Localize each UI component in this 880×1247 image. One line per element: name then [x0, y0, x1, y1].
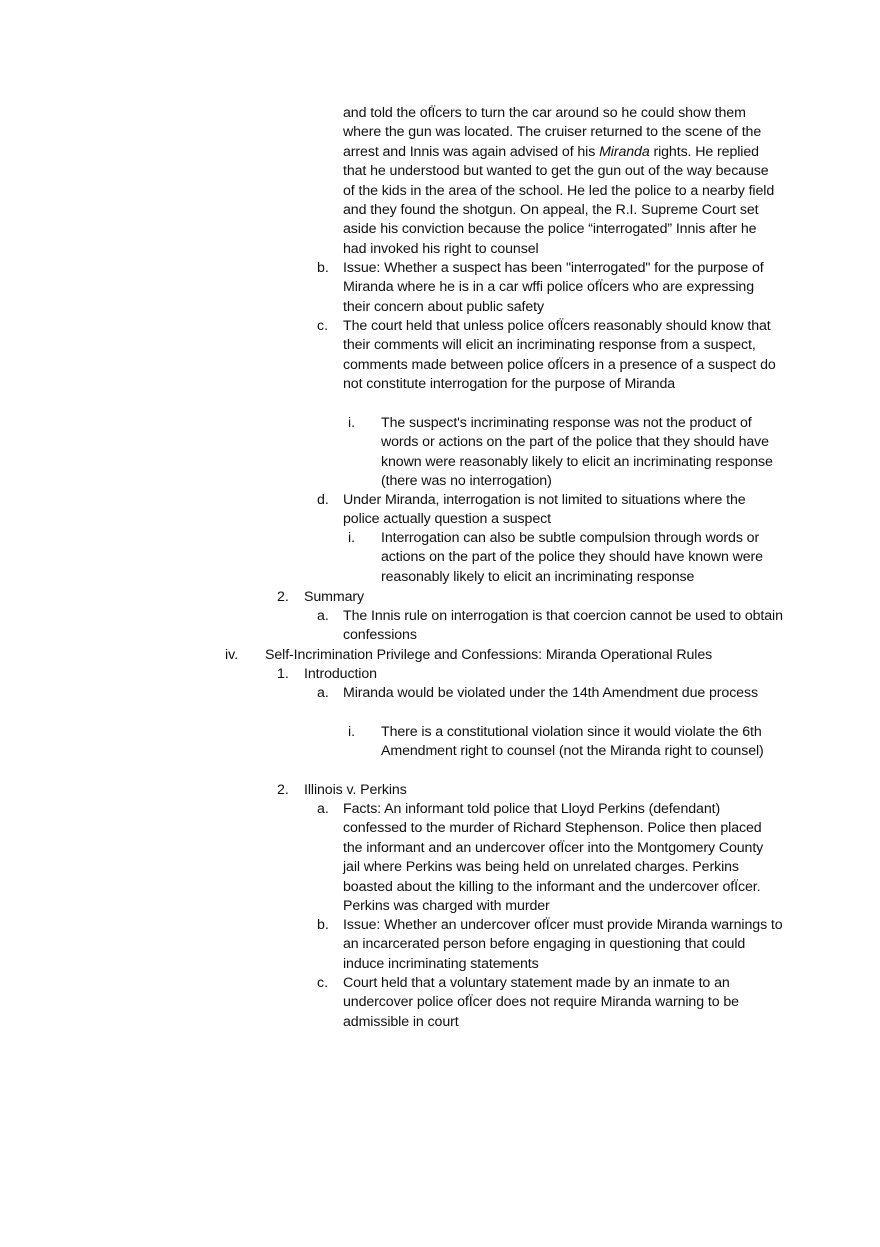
list-marker: i. — [348, 415, 356, 431]
item-text: Issue: Whether an undercover ofÏcer must provide Miranda warnings to an incarcerated person before engaging in questioning that could induce incriminating statements — [343, 917, 783, 972]
item-text: Illinois v. Perkins — [304, 782, 407, 798]
list-marker: i. — [348, 724, 356, 740]
item-text: Issue: Whether a suspect has been "interrogated" for the purpose of Miranda where he is in a car wffi police ofÏcers who are expressing their concern about public safety — [343, 260, 764, 315]
list-marker: 1. — [277, 666, 289, 682]
list-marker: iv. — [225, 647, 239, 663]
list-marker: a. — [317, 801, 329, 817]
item-text: Miranda would be violated under the 14th Amendment due process — [343, 685, 758, 701]
item-text: Facts: An informant told police that Lloyd Perkins (defendant) confessed to the murder of Richard Stephenson. Police then placed the informant and an undercover ofÏcer into the Montgomery County jail where Perkins was being held on unrelated charges. Perkins boasted about the killing to the informant and the undercover ofÏcer. Perkins was charged with murder — [343, 801, 764, 915]
item-text: There is a constitutional violation since it would violate the 6th Amendment right to counsel (not the Miranda right to counsel) — [381, 724, 764, 760]
list-marker: b. — [317, 917, 329, 933]
item-text: Introduction — [304, 666, 377, 682]
item-text: and told the ofÏcers to turn the car around so he could show them where the gun was located. The cruiser returned to the scene of the arrest and Innis was again advised of his Miranda rights. He replied that he understood but wanted to get the gun out of the way because of the kids in the area of the school. He led the police to a nearby field and they found the shotgun. On appeal, the R.I. Supreme Court set aside his conviction because the police “interrogated” Innis after he had invoked his right to counsel — [343, 105, 775, 257]
list-marker: a. — [317, 608, 329, 624]
item-text: The court held that unless police ofÏcers reasonably should know that their comments will elicit an incriminating response from a suspect, comments made between police ofÏcers in a presence of a suspect do not constitute interrogation for the purpose of Miranda — [343, 318, 776, 393]
item-text: The suspect's incriminating response was not the product of words or actions on the part of the police that they should have known were reasonably likely to elicit an incriminating response (there was no interrogation) — [381, 415, 773, 490]
item-text: Interrogation can also be subtle compulsion through words or actions on the part of the police they should have known were reasonably likely to elicit an incriminating response — [381, 530, 763, 585]
list-marker: b. — [317, 260, 329, 276]
list-marker: c. — [317, 975, 329, 991]
list-marker: 2. — [277, 782, 289, 798]
list-marker: a. — [317, 685, 329, 701]
list-marker: c. — [317, 318, 329, 334]
case-name-italic: Miranda — [599, 143, 650, 160]
item-text: Summary — [304, 589, 364, 605]
item-text: Court held that a voluntary statement made by an inmate to an undercover police ofÏcer does not require Miranda warning to be admissible in court — [343, 975, 739, 1030]
list-marker: d. — [317, 492, 329, 508]
list-marker: i. — [348, 530, 356, 546]
list-marker: 2. — [277, 589, 289, 605]
item-text: The Innis rule on interrogation is that coercion cannot be used to obtain confessions — [343, 608, 783, 644]
item-text: Self-Incrimination Privilege and Confessions: Miranda Operational Rules — [265, 647, 713, 663]
item-text: Under Miranda, interrogation is not limited to situations where the police actually question a suspect — [343, 492, 746, 528]
